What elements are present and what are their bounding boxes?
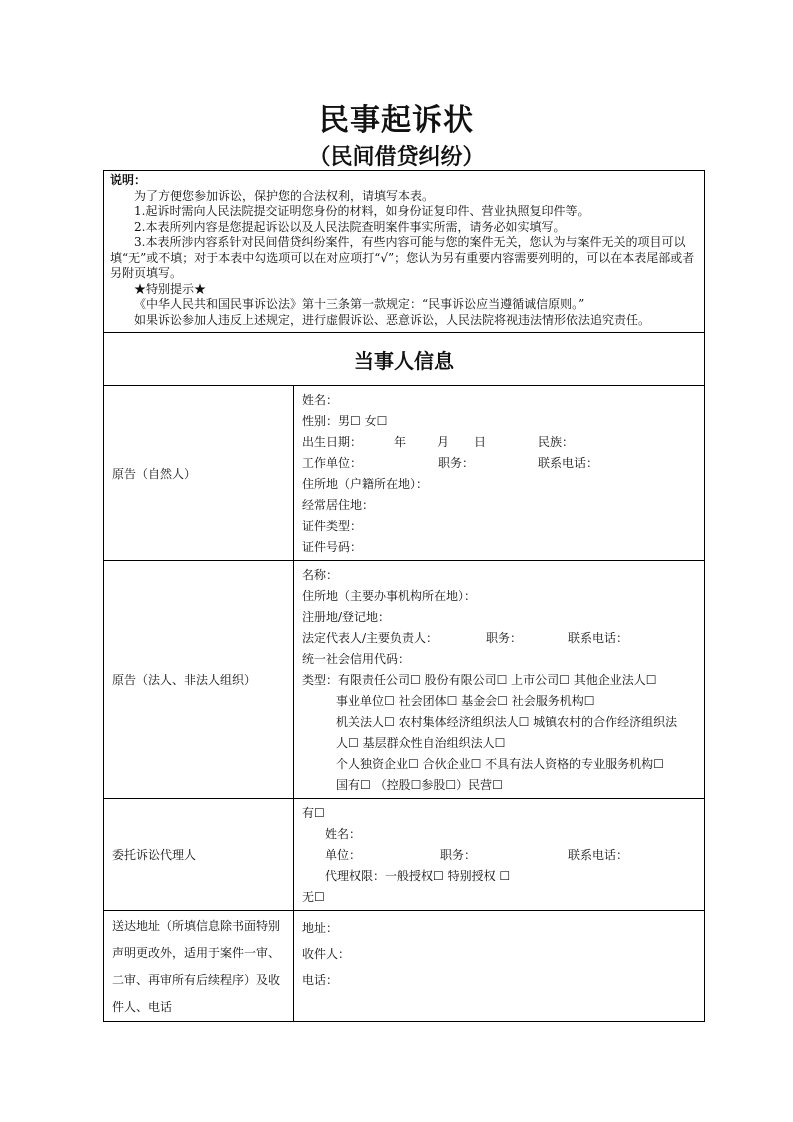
address-field[interactable]: 地址： (302, 921, 339, 935)
instructions-row (104, 171, 705, 333)
agent-position-field[interactable]: 职务： (440, 848, 477, 862)
page-title: 民事起诉状 (319, 103, 474, 138)
org-type-options[interactable]: 国有☐ （控股☐参股☐）民营☐ (336, 778, 503, 792)
org-type-options[interactable]: 人☐ 基层群众性自治组织法人☐ (336, 736, 506, 750)
ethnicity-field[interactable]: 民族： (538, 435, 575, 449)
agent-fields (294, 799, 705, 911)
id-number-field[interactable]: 证件号码： (302, 540, 363, 554)
org-type-options[interactable]: 机关法人☐ 农村集体经济组织法人☐ 城镇农村的合作经济组织法 (336, 715, 678, 729)
recipient-phone-field[interactable]: 电话： (302, 973, 339, 987)
org-domicile-field[interactable]: 住所地（主要办事机构所在地）： (302, 589, 477, 603)
service-address-label: 送达地址（所填信息除书面特别声明更改外，适用于案件一审、二审、再审所有后续程序）及收件人、电话 (104, 911, 294, 1022)
plaintiff-person-row (104, 386, 705, 561)
birth-ethnicity-line (302, 432, 696, 453)
instruction-paragraph: 2.本表所列内容是您提起诉讼以及人民法院查明案件事实所需，请务必如实填写。 (134, 219, 566, 234)
legal-rep-field[interactable]: 法定代表人/主要负责人： (302, 631, 439, 645)
complaint-form (103, 170, 705, 1022)
agent-unit-line (302, 845, 696, 866)
org-position-field[interactable]: 职务： (486, 631, 523, 645)
org-phone-field[interactable]: 联系电话： (568, 631, 629, 645)
agent-authority-options[interactable]: 代理权限：一般授权☐ 特别授权 ☐ (325, 869, 511, 883)
gender-field[interactable]: 性别：男☐ 女☐ (302, 414, 388, 428)
recipient-field[interactable]: 收件人： (302, 947, 351, 961)
name-field[interactable]: 姓名： (302, 393, 339, 407)
plaintiff-person-fields (294, 386, 705, 561)
plaintiff-org-label: 原告（法人、非法人组织） (104, 561, 294, 799)
instruction-paragraph: 1.起诉时需向人民法院提交证明您身份的材料，如身份证复印件、营业执照复印件等。 (134, 204, 590, 218)
month-label: 月 (437, 435, 450, 449)
phone-field[interactable]: 联系电话： (538, 456, 599, 470)
instruction-paragraph: 为了方便您参加诉讼，保护您的合法权利，请填写本表。 (134, 188, 435, 203)
instruction-paragraph: 如果诉讼参加人违反上述规定，进行虚假诉讼、恶意诉讼，人民法院将视违法情形依法追究责任。 (134, 312, 651, 327)
credit-code-field[interactable]: 统一社会信用代码： (302, 652, 411, 666)
domicile-field[interactable]: 住所地（户籍所在地）： (302, 477, 429, 491)
agent-no-checkbox[interactable]: 无☐ (302, 890, 325, 904)
org-name-field[interactable]: 名称： (302, 568, 339, 582)
section-title: 当事人信息 (104, 333, 705, 386)
section-row (104, 333, 705, 386)
position-field[interactable]: 职务： (438, 456, 475, 470)
service-address-fields (294, 911, 705, 1022)
instructions-box (104, 171, 705, 333)
service-address-row (104, 911, 705, 1022)
org-type-options[interactable]: 类型：有限责任公司☐ 股份有限公司☐ 上市公司☐ 其他企业法人☐ (302, 673, 657, 687)
agent-row (104, 799, 705, 911)
special-notice-heading: ★特别提示★ (134, 281, 207, 296)
employment-line (302, 453, 696, 474)
agent-unit-field[interactable]: 单位： (325, 848, 362, 862)
instruction-paragraph: 《中华人民共和国民事诉讼法》第十三条第一款规定：“民事诉讼应当遵循诚信原则。” (134, 297, 585, 311)
plaintiff-org-fields (294, 561, 705, 799)
id-type-field[interactable]: 证件类型： (302, 519, 363, 533)
agent-phone-field[interactable]: 联系电话： (568, 848, 629, 862)
agent-yes-checkbox[interactable]: 有☐ (302, 806, 325, 820)
day-label: 日 (474, 435, 487, 449)
agent-name-field[interactable]: 姓名： (325, 827, 362, 841)
registered-place-field[interactable]: 注册地/登记地： (302, 610, 391, 624)
year-label: 年 (394, 435, 407, 449)
legal-rep-line (302, 628, 696, 649)
agent-label: 委托诉讼代理人 (104, 799, 294, 911)
employer-field[interactable]: 工作单位： (302, 456, 363, 470)
residence-field[interactable]: 经常居住地： (302, 498, 375, 512)
plaintiff-person-label: 原告（自然人） (104, 386, 294, 561)
plaintiff-org-row (104, 561, 705, 799)
instructions-heading: 说明： (110, 173, 147, 187)
org-type-options[interactable]: 事业单位☐ 社会团体☐ 基金会☐ 社会服务机构☐ (336, 694, 595, 708)
org-type-options[interactable]: 个人独资企业☐ 合伙企业☐ 不具有法人资格的专业服务机构☐ (336, 757, 664, 771)
instruction-paragraph: 3.本表所涉内容系针对民间借贷纠纷案件，有些内容可能与您的案件无关，您认为与案件无关的项目可以填“无”或不填；对于本表中勾选项可以在对应项打“√”；您认为另有重要内容需要列明的，可以在本表尾部或者另附页填写。 (110, 235, 695, 280)
page-subtitle: （民间借贷纠纷） (308, 144, 485, 170)
birth-date-field[interactable]: 出生日期： (302, 435, 363, 449)
